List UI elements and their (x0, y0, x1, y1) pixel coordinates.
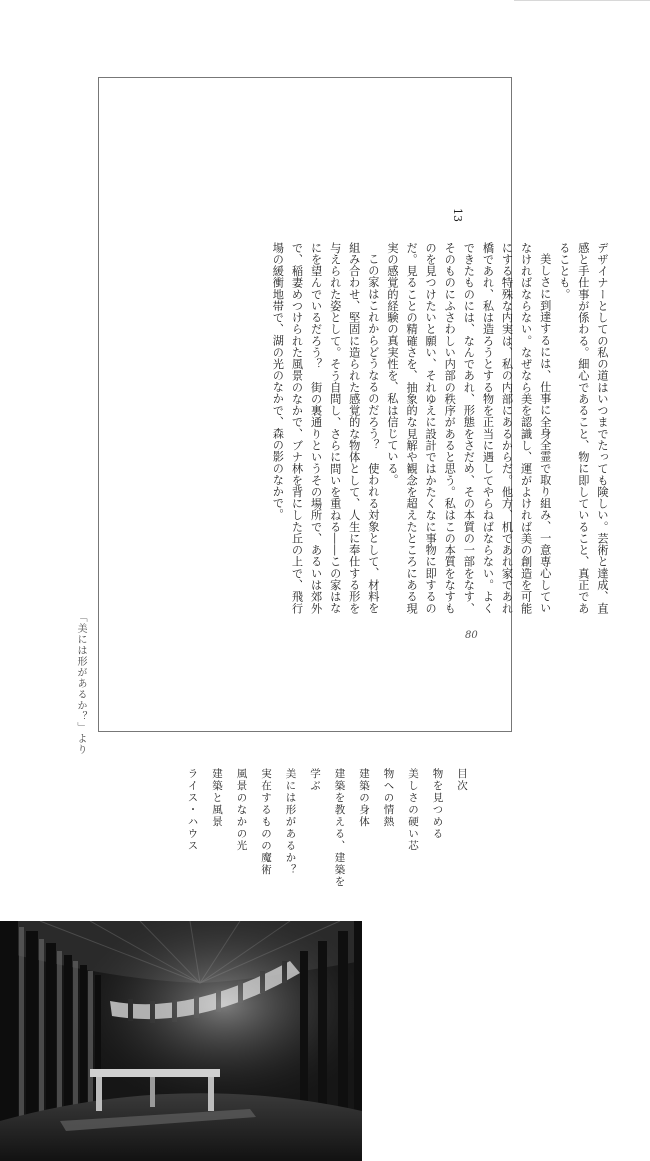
source-caption: 「美には形があるか？」より (75, 612, 86, 755)
toc-item[interactable]: 建築と風景 (211, 768, 223, 828)
top-edge-rule (514, 0, 650, 1)
quote-paragraph-1: デザイナーとしての私の道はいつまでたっても険しい。芸術と達成、直感と手仕事が係わる。細心であること、物に即していること、真正であることも。 (557, 242, 609, 614)
quote-text (268, 242, 612, 614)
quote-paragraph-3: この家はこれからどうなるのだろう？ 使われる対象として、材料を組み合わせ、堅固に造られた感覚的な物体として、人生に奉仕する形を与えられた姿として。そう自問し、さらに問いを重ねる――この家はなにを望んでいるだろう？ 街の裏通りというその場所で、あるいは郊外で、稲妻めつけられた風景のなかで、ブナ林を背にした丘の上で、飛行場の緩衝地帯で、湖の光のなかで、森の影のなかで。 (271, 242, 380, 614)
toc-item[interactable]: 実在するものの魔術 (260, 768, 272, 876)
toc-title: 目次 (456, 768, 468, 792)
handwritten-page-mark: 80 (465, 630, 478, 641)
chapel-photo-drawing (0, 921, 362, 1161)
toc-item[interactable]: 建築の身体 (358, 768, 370, 828)
page-number: 13 (451, 208, 464, 222)
toc-item[interactable]: 美には形があるか？ (284, 768, 297, 876)
toc-item[interactable]: 物を見つめる (431, 768, 444, 840)
quote-paragraph-2: 美しさに到達するには、仕事に全身全霊で取り組み、一意専心していなければならない。なぜなら美を認識し、運がよければ美の創造を可能にする特殊な内実は、私の内部にあるからだ。他方、机であれ家であれ橋であれ、私は造ろうとする物を正当に遇してやらねばならない。よくできたものには、なんであれ、形態をさだめ、その本質の一部をなす、そのものにふさわしい内部の秩序があると思う。私はこの本質をなすものを見つけたいと願い、それゆえに設計ではかたくなに事物に即するのだ。見ることの精確さを、抽象的な見解や観念を超えたところにある現実の感覚的経験の真実性を、私は信じている。 (385, 242, 552, 614)
table-of-contents (180, 768, 474, 898)
toc-item[interactable]: ライス・ハウス (186, 768, 199, 852)
toc-item[interactable]: 建築を教える、建築を学ぶ (309, 768, 346, 888)
chapel-interior-photo (0, 921, 362, 1161)
toc-item[interactable]: 美しさの硬い芯 (407, 768, 419, 852)
toc-item[interactable]: 風景のなかの光 (235, 768, 248, 852)
toc-item[interactable]: 物への情熱 (382, 768, 395, 828)
